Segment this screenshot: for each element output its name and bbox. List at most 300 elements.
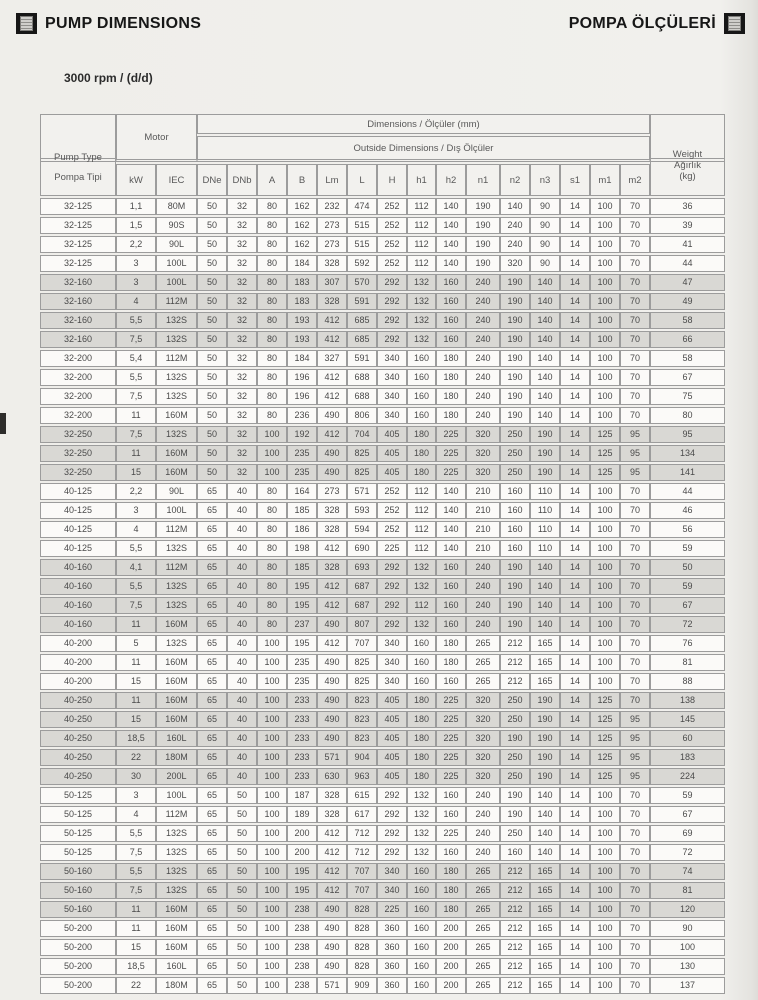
value-cell: 32 xyxy=(227,236,257,253)
value-cell: 14 xyxy=(560,768,590,785)
value-cell: 100 xyxy=(590,939,620,956)
table-row xyxy=(40,768,725,785)
value-cell: 212 xyxy=(500,901,530,918)
table-row xyxy=(40,844,725,861)
value-cell: 11 xyxy=(116,616,156,633)
value-cell: 65 xyxy=(197,616,227,633)
value-cell: 195 xyxy=(287,882,317,899)
value-cell: 180 xyxy=(407,711,436,728)
value-cell: 183 xyxy=(287,293,317,310)
value-cell: 65 xyxy=(197,673,227,690)
pump-photo-glyph xyxy=(728,16,741,31)
col-header-n1: n1 xyxy=(466,164,500,196)
value-cell: 593 xyxy=(347,502,377,519)
value-cell: 823 xyxy=(347,730,377,747)
value-cell: 100 xyxy=(257,901,287,918)
weight-header-en: Weight xyxy=(672,149,703,160)
value-cell: 80 xyxy=(257,616,287,633)
value-cell: 74 xyxy=(650,863,725,880)
value-cell: 100 xyxy=(590,369,620,386)
value-cell: 160 xyxy=(407,958,436,975)
value-cell: 100 xyxy=(590,825,620,842)
value-cell: 67 xyxy=(650,597,725,614)
col-header-n3: n3 xyxy=(530,164,560,196)
value-cell: 160 xyxy=(407,654,436,671)
value-cell: 707 xyxy=(347,882,377,899)
value-cell: 688 xyxy=(347,369,377,386)
value-cell: 100 xyxy=(257,806,287,823)
value-cell: 67 xyxy=(650,369,725,386)
value-cell: 160 xyxy=(436,673,466,690)
value-cell: 90S xyxy=(156,217,197,234)
value-cell: 70 xyxy=(620,521,650,538)
value-cell: 265 xyxy=(466,977,500,994)
value-cell: 180 xyxy=(407,749,436,766)
table-row xyxy=(40,730,725,747)
value-cell: 165 xyxy=(530,920,560,937)
value-cell: 140 xyxy=(436,255,466,272)
value-cell: 14 xyxy=(560,198,590,215)
value-cell: 690 xyxy=(347,540,377,557)
value-cell: 88 xyxy=(650,673,725,690)
value-cell: 40 xyxy=(227,521,257,538)
value-cell: 59 xyxy=(650,787,725,804)
pump-type-cell: 32-125 xyxy=(40,217,116,234)
value-cell: 292 xyxy=(377,293,407,310)
value-cell: 100 xyxy=(590,920,620,937)
value-cell: 490 xyxy=(317,654,347,671)
value-cell: 412 xyxy=(317,388,347,405)
value-cell: 50 xyxy=(227,787,257,804)
value-cell: 50 xyxy=(197,331,227,348)
value-cell: 160 xyxy=(500,502,530,519)
value-cell: 80 xyxy=(257,597,287,614)
value-cell: 190 xyxy=(466,198,500,215)
value-cell: 160 xyxy=(436,597,466,614)
value-cell: 112 xyxy=(407,597,436,614)
pump-dimensions-table xyxy=(40,112,725,996)
value-cell: 180 xyxy=(407,464,436,481)
value-cell: 100 xyxy=(590,844,620,861)
value-cell: 70 xyxy=(620,863,650,880)
value-cell: 7,5 xyxy=(116,331,156,348)
value-cell: 65 xyxy=(197,483,227,500)
value-cell: 328 xyxy=(317,559,347,576)
value-cell: 100 xyxy=(257,920,287,937)
value-cell: 80 xyxy=(257,312,287,329)
value-cell: 70 xyxy=(620,673,650,690)
value-cell: 46 xyxy=(650,502,725,519)
value-cell: 140 xyxy=(530,407,560,424)
table-row xyxy=(40,331,725,348)
table-row xyxy=(40,540,725,557)
value-cell: 250 xyxy=(500,692,530,709)
value-cell: 70 xyxy=(620,217,650,234)
value-cell: 18,5 xyxy=(116,958,156,975)
value-cell: 65 xyxy=(197,977,227,994)
pump-type-cell: 40-160 xyxy=(40,616,116,633)
value-cell: 112M xyxy=(156,521,197,538)
value-cell: 265 xyxy=(466,939,500,956)
value-cell: 160M xyxy=(156,654,197,671)
value-cell: 65 xyxy=(197,502,227,519)
value-cell: 190 xyxy=(466,255,500,272)
pump-type-cell: 50-160 xyxy=(40,863,116,880)
value-cell: 292 xyxy=(377,331,407,348)
value-cell: 112 xyxy=(407,198,436,215)
value-cell: 571 xyxy=(347,483,377,500)
value-cell: 3 xyxy=(116,502,156,519)
value-cell: 70 xyxy=(620,331,650,348)
value-cell: 193 xyxy=(287,331,317,348)
value-cell: 412 xyxy=(317,882,347,899)
value-cell: 14 xyxy=(560,901,590,918)
value-cell: 292 xyxy=(377,312,407,329)
table-row xyxy=(40,198,725,215)
value-cell: 132S xyxy=(156,635,197,652)
value-cell: 200L xyxy=(156,768,197,785)
value-cell: 225 xyxy=(436,711,466,728)
value-cell: 340 xyxy=(377,863,407,880)
value-cell: 40 xyxy=(227,559,257,576)
value-cell: 140 xyxy=(436,483,466,500)
value-cell: 65 xyxy=(197,711,227,728)
pump-type-cell: 50-200 xyxy=(40,920,116,937)
pump-type-header-tr: Pompa Tipi xyxy=(54,171,102,183)
table-row xyxy=(40,426,725,443)
value-cell: 235 xyxy=(287,445,317,462)
value-cell: 67 xyxy=(650,806,725,823)
value-cell: 66 xyxy=(650,331,725,348)
value-cell: 240 xyxy=(466,578,500,595)
value-cell: 80 xyxy=(257,559,287,576)
value-cell: 50 xyxy=(227,806,257,823)
value-cell: 240 xyxy=(466,407,500,424)
value-cell: 41 xyxy=(650,236,725,253)
value-cell: 160 xyxy=(407,673,436,690)
table-row xyxy=(40,521,725,538)
value-cell: 591 xyxy=(347,350,377,367)
value-cell: 50 xyxy=(650,559,725,576)
value-cell: 58 xyxy=(650,312,725,329)
value-cell: 100 xyxy=(590,255,620,272)
value-cell: 100 xyxy=(590,198,620,215)
value-cell: 80 xyxy=(650,407,725,424)
value-cell: 412 xyxy=(317,825,347,842)
value-cell: 490 xyxy=(317,730,347,747)
value-cell: 238 xyxy=(287,920,317,937)
value-cell: 70 xyxy=(620,236,650,253)
value-cell: 412 xyxy=(317,597,347,614)
value-cell: 806 xyxy=(347,407,377,424)
value-cell: 320 xyxy=(466,692,500,709)
value-cell: 32 xyxy=(227,255,257,272)
value-cell: 100 xyxy=(590,863,620,880)
value-cell: 212 xyxy=(500,958,530,975)
value-cell: 212 xyxy=(500,920,530,937)
value-cell: 56 xyxy=(650,521,725,538)
value-cell: 186 xyxy=(287,521,317,538)
value-cell: 328 xyxy=(317,255,347,272)
value-cell: 238 xyxy=(287,901,317,918)
value-cell: 273 xyxy=(317,483,347,500)
page-title-tr: POMPA ÖLÇÜLERİ xyxy=(568,14,716,32)
value-cell: 4 xyxy=(116,521,156,538)
pump-type-cell: 40-125 xyxy=(40,502,116,519)
value-cell: 112 xyxy=(407,540,436,557)
col-header-b: B xyxy=(287,164,317,196)
value-cell: 132S xyxy=(156,844,197,861)
value-cell: 112M xyxy=(156,806,197,823)
value-cell: 50 xyxy=(197,255,227,272)
value-cell: 412 xyxy=(317,426,347,443)
value-cell: 265 xyxy=(466,673,500,690)
value-cell: 132S xyxy=(156,369,197,386)
value-cell: 90 xyxy=(530,217,560,234)
value-cell: 195 xyxy=(287,597,317,614)
value-cell: 14 xyxy=(560,521,590,538)
value-cell: 14 xyxy=(560,616,590,633)
value-cell: 2,2 xyxy=(116,483,156,500)
value-cell: 70 xyxy=(620,502,650,519)
value-cell: 100 xyxy=(257,749,287,766)
value-cell: 265 xyxy=(466,901,500,918)
value-cell: 225 xyxy=(436,692,466,709)
value-cell: 405 xyxy=(377,445,407,462)
table-row xyxy=(40,977,725,994)
value-cell: 190 xyxy=(500,293,530,310)
value-cell: 100 xyxy=(257,844,287,861)
pump-type-cell: 50-200 xyxy=(40,977,116,994)
value-cell: 72 xyxy=(650,844,725,861)
pump-type-cell: 32-200 xyxy=(40,388,116,405)
table-row xyxy=(40,635,725,652)
value-cell: 50 xyxy=(197,407,227,424)
value-cell: 1,5 xyxy=(116,217,156,234)
value-cell: 125 xyxy=(590,426,620,443)
value-cell: 90L xyxy=(156,236,197,253)
value-cell: 7,5 xyxy=(116,426,156,443)
value-cell: 3 xyxy=(116,787,156,804)
value-cell: 490 xyxy=(317,445,347,462)
value-cell: 32 xyxy=(227,274,257,291)
value-cell: 100 xyxy=(257,711,287,728)
value-cell: 100 xyxy=(590,350,620,367)
value-cell: 65 xyxy=(197,844,227,861)
value-cell: 69 xyxy=(650,825,725,842)
value-cell: 185 xyxy=(287,502,317,519)
value-cell: 250 xyxy=(500,445,530,462)
value-cell: 140 xyxy=(436,502,466,519)
value-cell: 14 xyxy=(560,958,590,975)
value-cell: 235 xyxy=(287,654,317,671)
value-cell: 252 xyxy=(377,502,407,519)
value-cell: 328 xyxy=(317,787,347,804)
pump-type-header xyxy=(40,114,116,196)
table-row xyxy=(40,692,725,709)
value-cell: 100 xyxy=(590,521,620,538)
value-cell: 50 xyxy=(197,293,227,310)
value-cell: 320 xyxy=(466,464,500,481)
pump-type-cell: 32-250 xyxy=(40,464,116,481)
rpm-subtitle: 3000 rpm / (d/d) xyxy=(64,71,153,85)
value-cell: 265 xyxy=(466,882,500,899)
value-cell: 32 xyxy=(227,350,257,367)
pump-type-cell: 40-125 xyxy=(40,540,116,557)
value-cell: 160 xyxy=(407,939,436,956)
value-cell: 132 xyxy=(407,331,436,348)
value-cell: 100 xyxy=(257,958,287,975)
table-row xyxy=(40,673,725,690)
value-cell: 3 xyxy=(116,255,156,272)
value-cell: 240 xyxy=(466,787,500,804)
value-cell: 140 xyxy=(530,597,560,614)
value-cell: 40 xyxy=(227,483,257,500)
table-row xyxy=(40,863,725,880)
value-cell: 138 xyxy=(650,692,725,709)
value-cell: 59 xyxy=(650,578,725,595)
value-cell: 225 xyxy=(377,540,407,557)
value-cell: 190 xyxy=(530,749,560,766)
col-header-a: A xyxy=(257,164,287,196)
value-cell: 198 xyxy=(287,540,317,557)
value-cell: 80 xyxy=(257,350,287,367)
value-cell: 212 xyxy=(500,977,530,994)
value-cell: 405 xyxy=(377,464,407,481)
value-cell: 160 xyxy=(436,312,466,329)
value-cell: 165 xyxy=(530,901,560,918)
value-cell: 490 xyxy=(317,673,347,690)
value-cell: 70 xyxy=(620,388,650,405)
page-header xyxy=(0,0,758,34)
value-cell: 100 xyxy=(590,407,620,424)
value-cell: 90 xyxy=(530,255,560,272)
value-cell: 412 xyxy=(317,863,347,880)
col-header-l: L xyxy=(347,164,377,196)
value-cell: 65 xyxy=(197,806,227,823)
value-cell: 132S xyxy=(156,578,197,595)
value-cell: 14 xyxy=(560,331,590,348)
value-cell: 160 xyxy=(436,616,466,633)
value-cell: 100 xyxy=(257,654,287,671)
value-cell: 65 xyxy=(197,635,227,652)
value-cell: 112M xyxy=(156,559,197,576)
title-right-group xyxy=(569,13,745,34)
value-cell: 340 xyxy=(377,350,407,367)
value-cell: 250 xyxy=(500,825,530,842)
value-cell: 50 xyxy=(227,882,257,899)
value-cell: 252 xyxy=(377,198,407,215)
value-cell: 320 xyxy=(466,768,500,785)
value-cell: 233 xyxy=(287,711,317,728)
col-header-h2: h2 xyxy=(436,164,466,196)
value-cell: 212 xyxy=(500,882,530,899)
table-row xyxy=(40,255,725,272)
value-cell: 160 xyxy=(407,388,436,405)
value-cell: 11 xyxy=(116,920,156,937)
value-cell: 828 xyxy=(347,939,377,956)
value-cell: 140 xyxy=(436,521,466,538)
value-cell: 15 xyxy=(116,711,156,728)
value-cell: 160M xyxy=(156,939,197,956)
value-cell: 65 xyxy=(197,559,227,576)
value-cell: 190 xyxy=(466,217,500,234)
value-cell: 250 xyxy=(500,426,530,443)
value-cell: 100 xyxy=(590,293,620,310)
dimensions-header: Dimensions / Ölçüler (mm) xyxy=(197,114,650,134)
value-cell: 240 xyxy=(466,293,500,310)
value-cell: 140 xyxy=(530,274,560,291)
value-cell: 160 xyxy=(500,540,530,557)
col-header-kw: kW xyxy=(116,164,156,196)
value-cell: 65 xyxy=(197,749,227,766)
value-cell: 200 xyxy=(436,977,466,994)
value-cell: 225 xyxy=(436,768,466,785)
value-cell: 100 xyxy=(590,274,620,291)
table-row xyxy=(40,578,725,595)
value-cell: 112 xyxy=(407,483,436,500)
value-cell: 132S xyxy=(156,540,197,557)
value-cell: 70 xyxy=(620,977,650,994)
value-cell: 100 xyxy=(257,673,287,690)
value-cell: 95 xyxy=(620,730,650,747)
value-cell: 160 xyxy=(407,977,436,994)
value-cell: 963 xyxy=(347,768,377,785)
value-cell: 160M xyxy=(156,407,197,424)
value-cell: 100 xyxy=(257,863,287,880)
value-cell: 14 xyxy=(560,920,590,937)
motor-header: Motor xyxy=(116,114,197,162)
value-cell: 100 xyxy=(590,483,620,500)
value-cell: 14 xyxy=(560,293,590,310)
value-cell: 320 xyxy=(466,711,500,728)
value-cell: 80 xyxy=(257,293,287,310)
value-cell: 180M xyxy=(156,977,197,994)
value-cell: 80 xyxy=(257,331,287,348)
value-cell: 50 xyxy=(197,464,227,481)
value-cell: 14 xyxy=(560,806,590,823)
value-cell: 65 xyxy=(197,597,227,614)
value-cell: 100 xyxy=(257,464,287,481)
value-cell: 240 xyxy=(466,312,500,329)
value-cell: 1,1 xyxy=(116,198,156,215)
value-cell: 180 xyxy=(436,635,466,652)
value-cell: 490 xyxy=(317,901,347,918)
value-cell: 571 xyxy=(317,749,347,766)
value-cell: 80 xyxy=(257,236,287,253)
value-cell: 134 xyxy=(650,445,725,462)
value-cell: 828 xyxy=(347,958,377,975)
value-cell: 5 xyxy=(116,635,156,652)
value-cell: 164 xyxy=(287,483,317,500)
value-cell: 190 xyxy=(530,768,560,785)
value-cell: 14 xyxy=(560,711,590,728)
value-cell: 100 xyxy=(650,939,725,956)
value-cell: 180 xyxy=(436,407,466,424)
table-row xyxy=(40,901,725,918)
value-cell: 225 xyxy=(377,901,407,918)
value-cell: 50 xyxy=(227,901,257,918)
value-cell: 320 xyxy=(466,730,500,747)
value-cell: 160 xyxy=(436,559,466,576)
value-cell: 100 xyxy=(590,958,620,975)
value-cell: 65 xyxy=(197,787,227,804)
value-cell: 65 xyxy=(197,578,227,595)
value-cell: 592 xyxy=(347,255,377,272)
value-cell: 140 xyxy=(530,388,560,405)
value-cell: 240 xyxy=(500,236,530,253)
value-cell: 160 xyxy=(436,787,466,804)
